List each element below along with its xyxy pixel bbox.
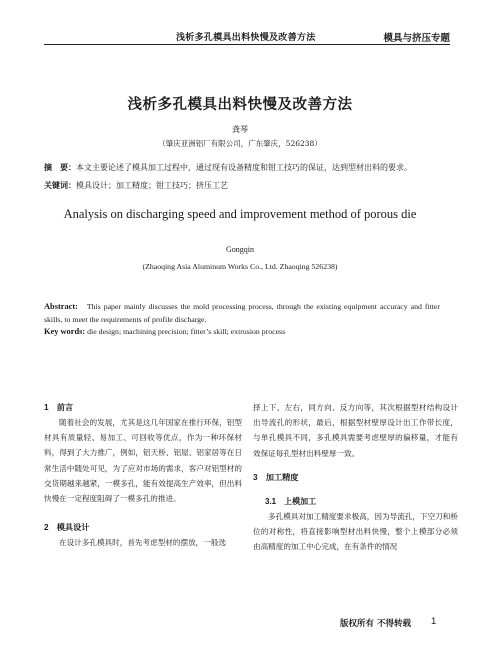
section-2-paragraph-continued: 择上下、左右，同方向、反方向等，其次根据型材结构设计出导流孔的形状，最后，根据型材壁厚设计出工作带长度，与单孔模具不同，多孔模具需要考虑壁厚的偏移量，才能有效保证每孔型材出料壁厚一致。 xyxy=(253,403,458,458)
english-author: Gongqin xyxy=(226,245,254,254)
header-rule xyxy=(44,44,450,45)
section-1-paragraph: 随着社会的发展，尤其是这几年国家在推行环保，铝型材具有质量轻、易加工、可回收等优点，作为一种环保材料，得到了大力推广，例如，铝天桥、铝屋、铝家居等在日常生活中随处可见，为了应对市场的需求，客户对铝型材的交货期越来越紧，一模多孔，能有效提高生产效率，但出料快慢在一定程度阻碍了一模多孔的推进。 xyxy=(44,418,242,504)
english-title: Analysis on discharging speed and improvement method of porous die xyxy=(63,207,417,221)
header-article-title: 浅析多孔模具出料快慢及改善方法 xyxy=(176,33,316,43)
page-footer xyxy=(0,617,480,631)
english-affiliation: (Zhaoqing Asia Aluminum Works Co., Ltd. Zhaoqing 526238) xyxy=(142,262,338,271)
english-abstract-text: This paper mainly discusses the mold processing process, through the existing equipment accuracy and fitter skills, to meet the requirements of profile discharge. xyxy=(44,302,440,324)
page-number: 1 xyxy=(431,616,437,627)
copyright-notice: 版权所有 不得转载 xyxy=(340,619,411,629)
english-abstract-label: Abstract: xyxy=(44,302,78,311)
running-header xyxy=(44,24,450,42)
chinese-abstract-text: 本文主要论述了模具加工过程中，通过现有设备精度和钳工技巧的保证，达到型材出料的要求。 xyxy=(76,163,412,172)
section-1-heading: 1 前言 xyxy=(44,403,74,412)
header-section-name: 模具与挤压专题 xyxy=(383,33,450,44)
chinese-keywords-label: 关键词： xyxy=(44,180,76,190)
chinese-title: 浅析多孔模具出料快慢及改善方法 xyxy=(127,96,353,113)
section-2-paragraph: 在设计多孔模具时，首先考虑型材的摆放，一般选 xyxy=(59,538,227,548)
english-abstract xyxy=(44,300,440,326)
chinese-abstract xyxy=(44,162,440,173)
body-column-left xyxy=(44,400,242,550)
chinese-abstract-label: 摘 要： xyxy=(44,162,76,172)
english-keywords-label: Key words: xyxy=(44,327,86,336)
section-3-heading: 3 加工精度 xyxy=(253,472,299,482)
english-keywords xyxy=(44,327,440,336)
chinese-keywords-text: 模具设计；加工精度；钳工技巧；挤压工艺 xyxy=(76,181,228,190)
section-3-1-heading: 3.1 上模加工 xyxy=(265,496,317,506)
section-3-1-paragraph: 多孔模具对加工精度要求极高，因为导流孔，下空刀和桥位的对称性，将直接影响型材出料快慢，整个上模部分必须由高精度的加工中心完成，在有条件的情况 xyxy=(253,511,458,552)
section-2-heading: 2 模具设计 xyxy=(44,523,90,533)
chinese-affiliation: （肇庆亚洲铝厂有限公司，广东肇庆，526238） xyxy=(158,139,322,148)
chinese-author: 龚琴 xyxy=(232,125,248,134)
body-column-right xyxy=(253,400,458,554)
chinese-keywords xyxy=(44,180,440,191)
english-keywords-text: die design; machining precision; fitter’s skill; extrusion process xyxy=(87,327,286,336)
